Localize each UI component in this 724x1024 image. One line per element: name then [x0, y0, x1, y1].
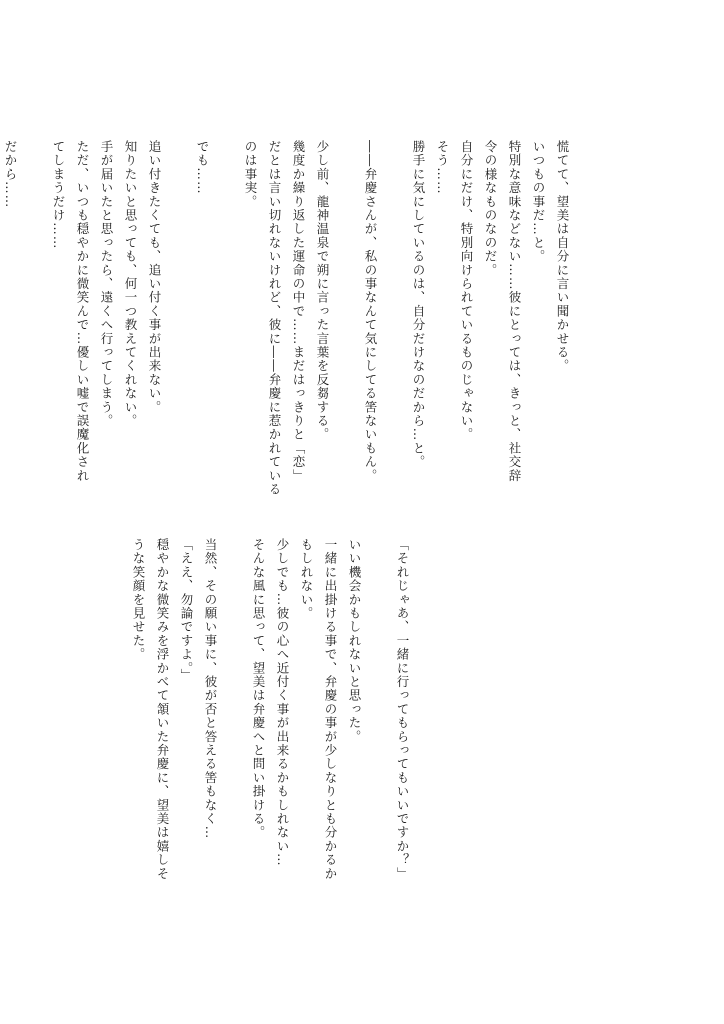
text-line: もしれない。	[299, 538, 314, 621]
blank-line	[366, 538, 390, 898]
text-line: てしまうだけ……	[51, 140, 66, 250]
text-line: 手が届いたと思ったら、遠くへ行ってしまう。	[99, 140, 114, 428]
text-line: 「それじゃあ、一緒に行ってもらってもいいですか？」	[395, 538, 410, 881]
text-line: 少しでも…彼の心へ近付く事が出来るかもしれない…	[275, 538, 290, 867]
upper-text-block	[0, 140, 574, 500]
text-line: うな笑顔を見せた。	[131, 538, 146, 662]
text-line: 追い付きたくても、追い付く事が出来ない。	[147, 140, 162, 414]
lower-text-block	[126, 538, 414, 898]
blank-line	[214, 140, 238, 500]
text-line: のは事実。	[243, 140, 258, 209]
blank-line	[22, 140, 46, 500]
text-line: 一緒に出掛ける事で、弁慶の事が少しなりとも分かるか	[323, 538, 338, 881]
text-line: 幾度か繰り返した運命の中で……まだはっきりと「恋」	[291, 140, 306, 483]
text-line: 穏やかな微笑みを浮かべて頷いた弁慶に、望美は嬉しそ	[155, 538, 170, 881]
text-line: 「ええ、勿論ですよ。」	[179, 538, 194, 683]
blank-line	[382, 140, 406, 500]
text-line: 少し前、龍神温泉で朔に言った言葉を反芻する。	[315, 140, 330, 442]
text-line: 知りたいと思っても、何一つ教えてくれない。	[123, 140, 138, 428]
text-line: 令の様なものなのだ。	[483, 140, 498, 277]
text-line: 特別な意味などない……彼にとっては、きっと、社交辞	[507, 140, 522, 483]
blank-line	[334, 140, 358, 500]
text-line: でも……	[195, 140, 210, 195]
text-line: いつもの事だ…と。	[531, 140, 546, 264]
text-line: いい機会かもしれないと思った。	[347, 538, 362, 744]
text-line: 自分にだけ、特別向けられているものじゃない。	[459, 140, 474, 442]
text-line: 当然、その願い事に、彼が否と答える筈もなく…	[203, 538, 218, 840]
text-line: そんな風に思って、望美は弁慶へと問い掛ける。	[251, 538, 266, 840]
text-line: だから……	[3, 140, 18, 209]
text-line: 勝手に気にしているのは、自分だけなのだから…と。	[411, 140, 426, 469]
text-line: だとは言い切れないけれど、彼に――弁慶に惹かれている	[267, 140, 282, 497]
text-line: 慌てて、望美は自分に言い聞かせる。	[555, 140, 570, 373]
text-line: ただ、いつも穏やかに微笑んで…優しい嘘で誤魔化され	[75, 140, 90, 483]
blank-line	[166, 140, 190, 500]
blank-line	[222, 538, 246, 898]
text-line: ――弁慶さんが、私の事なんて気にしてる筈ないもん。	[363, 140, 378, 483]
text-line: そう……	[435, 140, 450, 195]
